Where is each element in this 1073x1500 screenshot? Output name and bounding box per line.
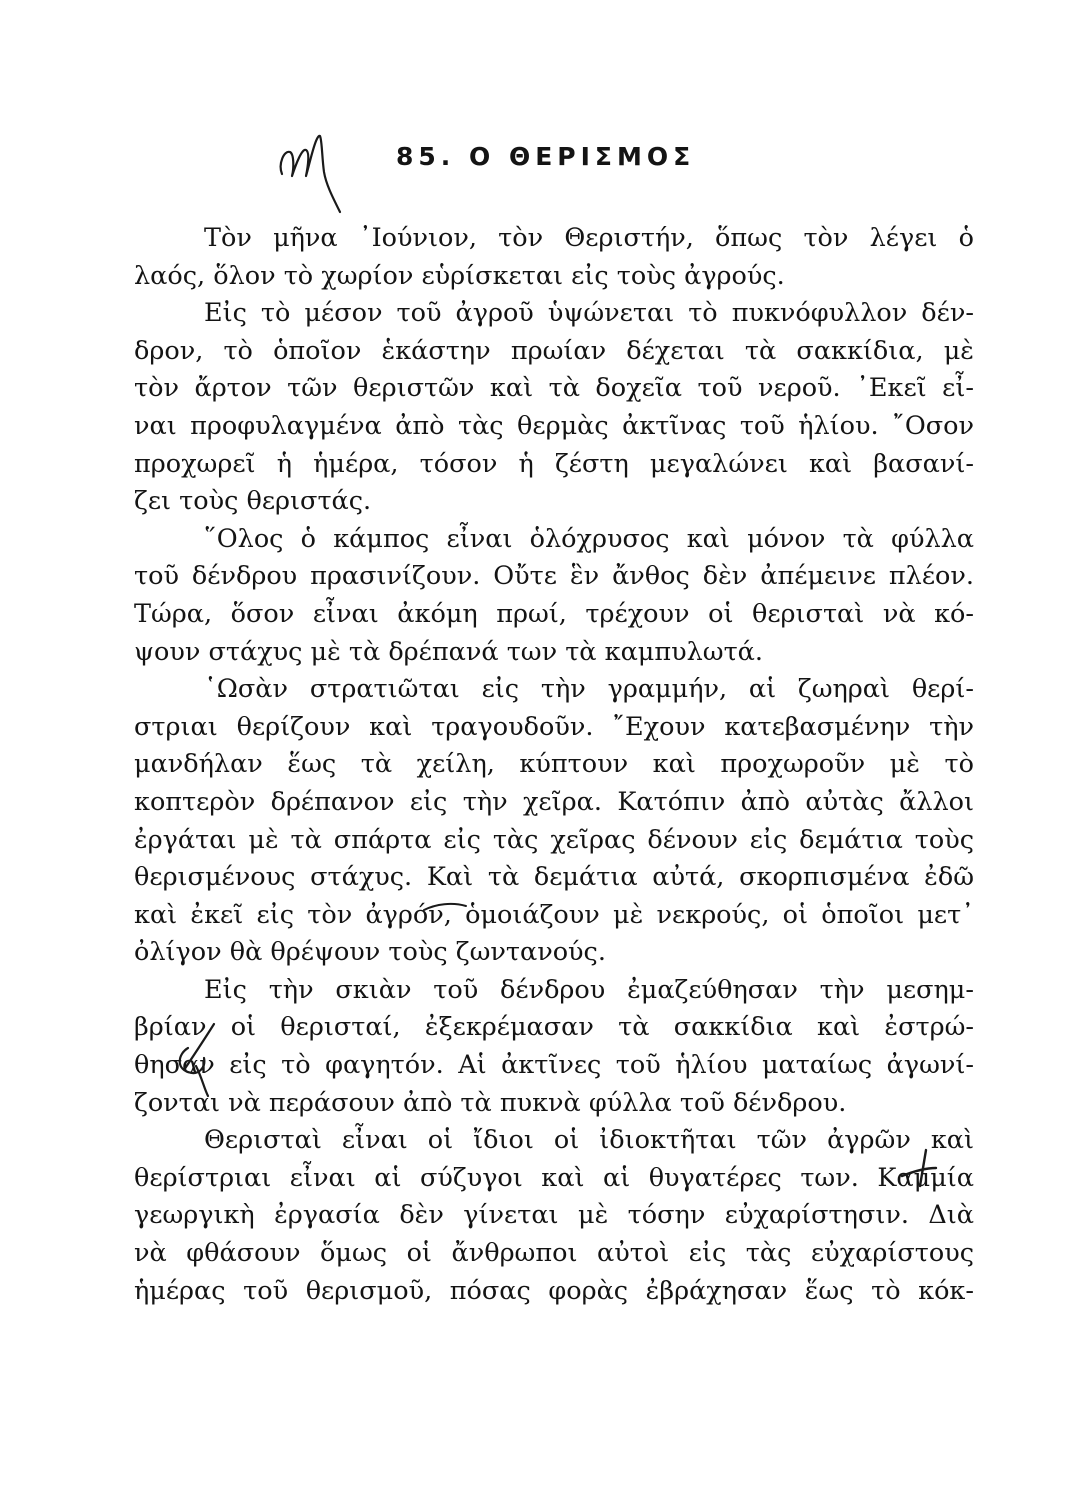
text-line: ὀλίγον θὰ θρέψουν τοὺς ζωντανούς. bbox=[134, 937, 606, 968]
text-line: Εἰς τὴν σκιὰν τοῦ δένδρου ἐμαζεύθησαν τὴν μεσημ- bbox=[204, 974, 974, 1005]
body-text bbox=[134, 220, 974, 1310]
text-line: ἐργάται μὲ τὰ σπάρτα εἰς τὰς χεῖρας δένουν εἰς δεμάτια τοὺς bbox=[134, 824, 974, 855]
text-line: προχωρεῖ ἡ ἡμέρα, τόσον ἡ ζέστη μεγαλώνει καὶ βασανί- bbox=[134, 448, 974, 479]
text-line: θερίστριαι εἶναι αἱ σύζυγοι καὶ αἱ θυγατέρες των. Καμμία bbox=[134, 1162, 974, 1193]
text-line: μανδήλαν ἕως τὰ χείλη, κύπτουν καὶ προχωροῦν μὲ τὸ bbox=[134, 749, 974, 780]
paragraph bbox=[134, 1122, 974, 1310]
text-line: λαός, ὅλον τὸ χωρίον εὑρίσκεται εἰς τοὺς ἀγρούς. bbox=[134, 260, 785, 291]
handwritten-m-mark bbox=[274, 128, 344, 218]
text-line: Εἰς τὸ μέσον τοῦ ἀγροῦ ὑψώνεται τὸ πυκνόφυλλον δέν- bbox=[204, 298, 974, 329]
text-line: τοῦ δένδρου πρασινίζουν. Οὔτε ἓν ἄνθος δὲν ἀπέμεινε πλέον. bbox=[134, 561, 974, 592]
title-row bbox=[270, 128, 830, 218]
paragraph bbox=[134, 972, 974, 1122]
text-line: θησαν εἰς τὸ φαγητόν. Αἱ ἀκτῖνες τοῦ ἡλίου ματαίως ἀγωνί- bbox=[134, 1050, 974, 1081]
handwritten-correction-stroke bbox=[422, 900, 468, 914]
text-line: νὰ φθάσουν ὅμως οἱ ἄνθρωποι αὐτοὶ εἰς τὰς εὐχαρίστους bbox=[134, 1238, 974, 1269]
paragraph bbox=[134, 671, 974, 972]
text-line: ῾Ωσὰν στρατιῶται εἰς τὴν γραμμήν, αἱ ζωηραὶ θερί- bbox=[204, 674, 974, 705]
text-line: ῞Ολος ὁ κάμπος εἶναι ὁλόχρυσος καὶ μόνον τὰ φύλλα bbox=[204, 523, 974, 554]
text-line: ναι προφυλαγμένα ἀπὸ τὰς θερμὰς ἀκτῖνας τοῦ ἡλίου. ῎Οσον bbox=[134, 410, 974, 441]
text-line: ψουν στάχυς μὲ τὰ δρέπανά των τὰ καμπυλωτά. bbox=[134, 636, 764, 667]
paragraph bbox=[134, 220, 974, 295]
text-line: ζει τοὺς θεριστάς. bbox=[134, 486, 372, 517]
text-line: Τὸν μῆνα ᾽Ιούνιον, τὸν Θεριστήν, ὅπως τὸν λέγει ὁ bbox=[204, 223, 974, 253]
text-line: στριαι θερίζουν καὶ τραγουδοῦν. ῎Εχουν κατεβασμένην τὴν bbox=[134, 711, 974, 742]
text-line: τὸν ἄρτον τῶν θεριστῶν καὶ τὰ δοχεῖα τοῦ νεροῦ. ᾽Εκεῖ εἶ- bbox=[134, 373, 974, 404]
handwritten-bracket-mark-end bbox=[896, 1146, 944, 1188]
text-line: δρον, τὸ ὁποῖον ἑκάστην πρωίαν δέχεται τὰ σακκίδια, μὲ bbox=[134, 335, 974, 366]
handwritten-bracket-mark-start bbox=[168, 1018, 228, 1100]
chapter-title: 85. Ο ΘΕΡΙΣΜΟΣ bbox=[396, 142, 696, 171]
text-line: Τώρα, ὅσον εἶναι ἀκόμη πρωί, τρέχουν οἱ θερισταὶ νὰ κό- bbox=[134, 598, 974, 629]
text-line: κοπτερὸν δρέπανον εἰς τὴν χεῖρα. Κατόπιν ἀπὸ αὐτὰς ἄλλοι bbox=[134, 786, 974, 817]
text-line: θερισμένους στάχυς. Καὶ τὰ δεμάτια αὐτά, σκορπισμένα ἐδῶ bbox=[134, 862, 974, 893]
text-line: Θερισταὶ εἶναι οἱ ἴδιοι οἱ ἰδιοκτῆται τῶν ἀγρῶν καὶ bbox=[204, 1125, 974, 1156]
text-line: καὶ ἐκεῖ εἰς τὸν ἀγρόν, ὁμοιάζουν μὲ νεκρούς, οἱ ὁποῖοι μετ᾽ bbox=[134, 899, 974, 930]
text-line: ζονται νὰ περάσουν ἀπὸ τὰ πυκνὰ φύλλα τοῦ δένδρου. bbox=[134, 1087, 847, 1118]
paragraph bbox=[134, 521, 974, 671]
paragraph bbox=[134, 295, 974, 521]
text-line: βρίαν οἱ θερισταί, ἐξεκρέμασαν τὰ σακκίδια καὶ ἐστρώ- bbox=[134, 1012, 974, 1043]
text-line: ἡμέρας τοῦ θερισμοῦ, πόσας φορὰς ἐβράχησαν ἕως τὸ κόκ- bbox=[134, 1275, 974, 1306]
text-line: γεωργικὴ ἐργασία δὲν γίνεται μὲ τόσην εὐχαρίστησιν. Διὰ bbox=[134, 1200, 974, 1231]
